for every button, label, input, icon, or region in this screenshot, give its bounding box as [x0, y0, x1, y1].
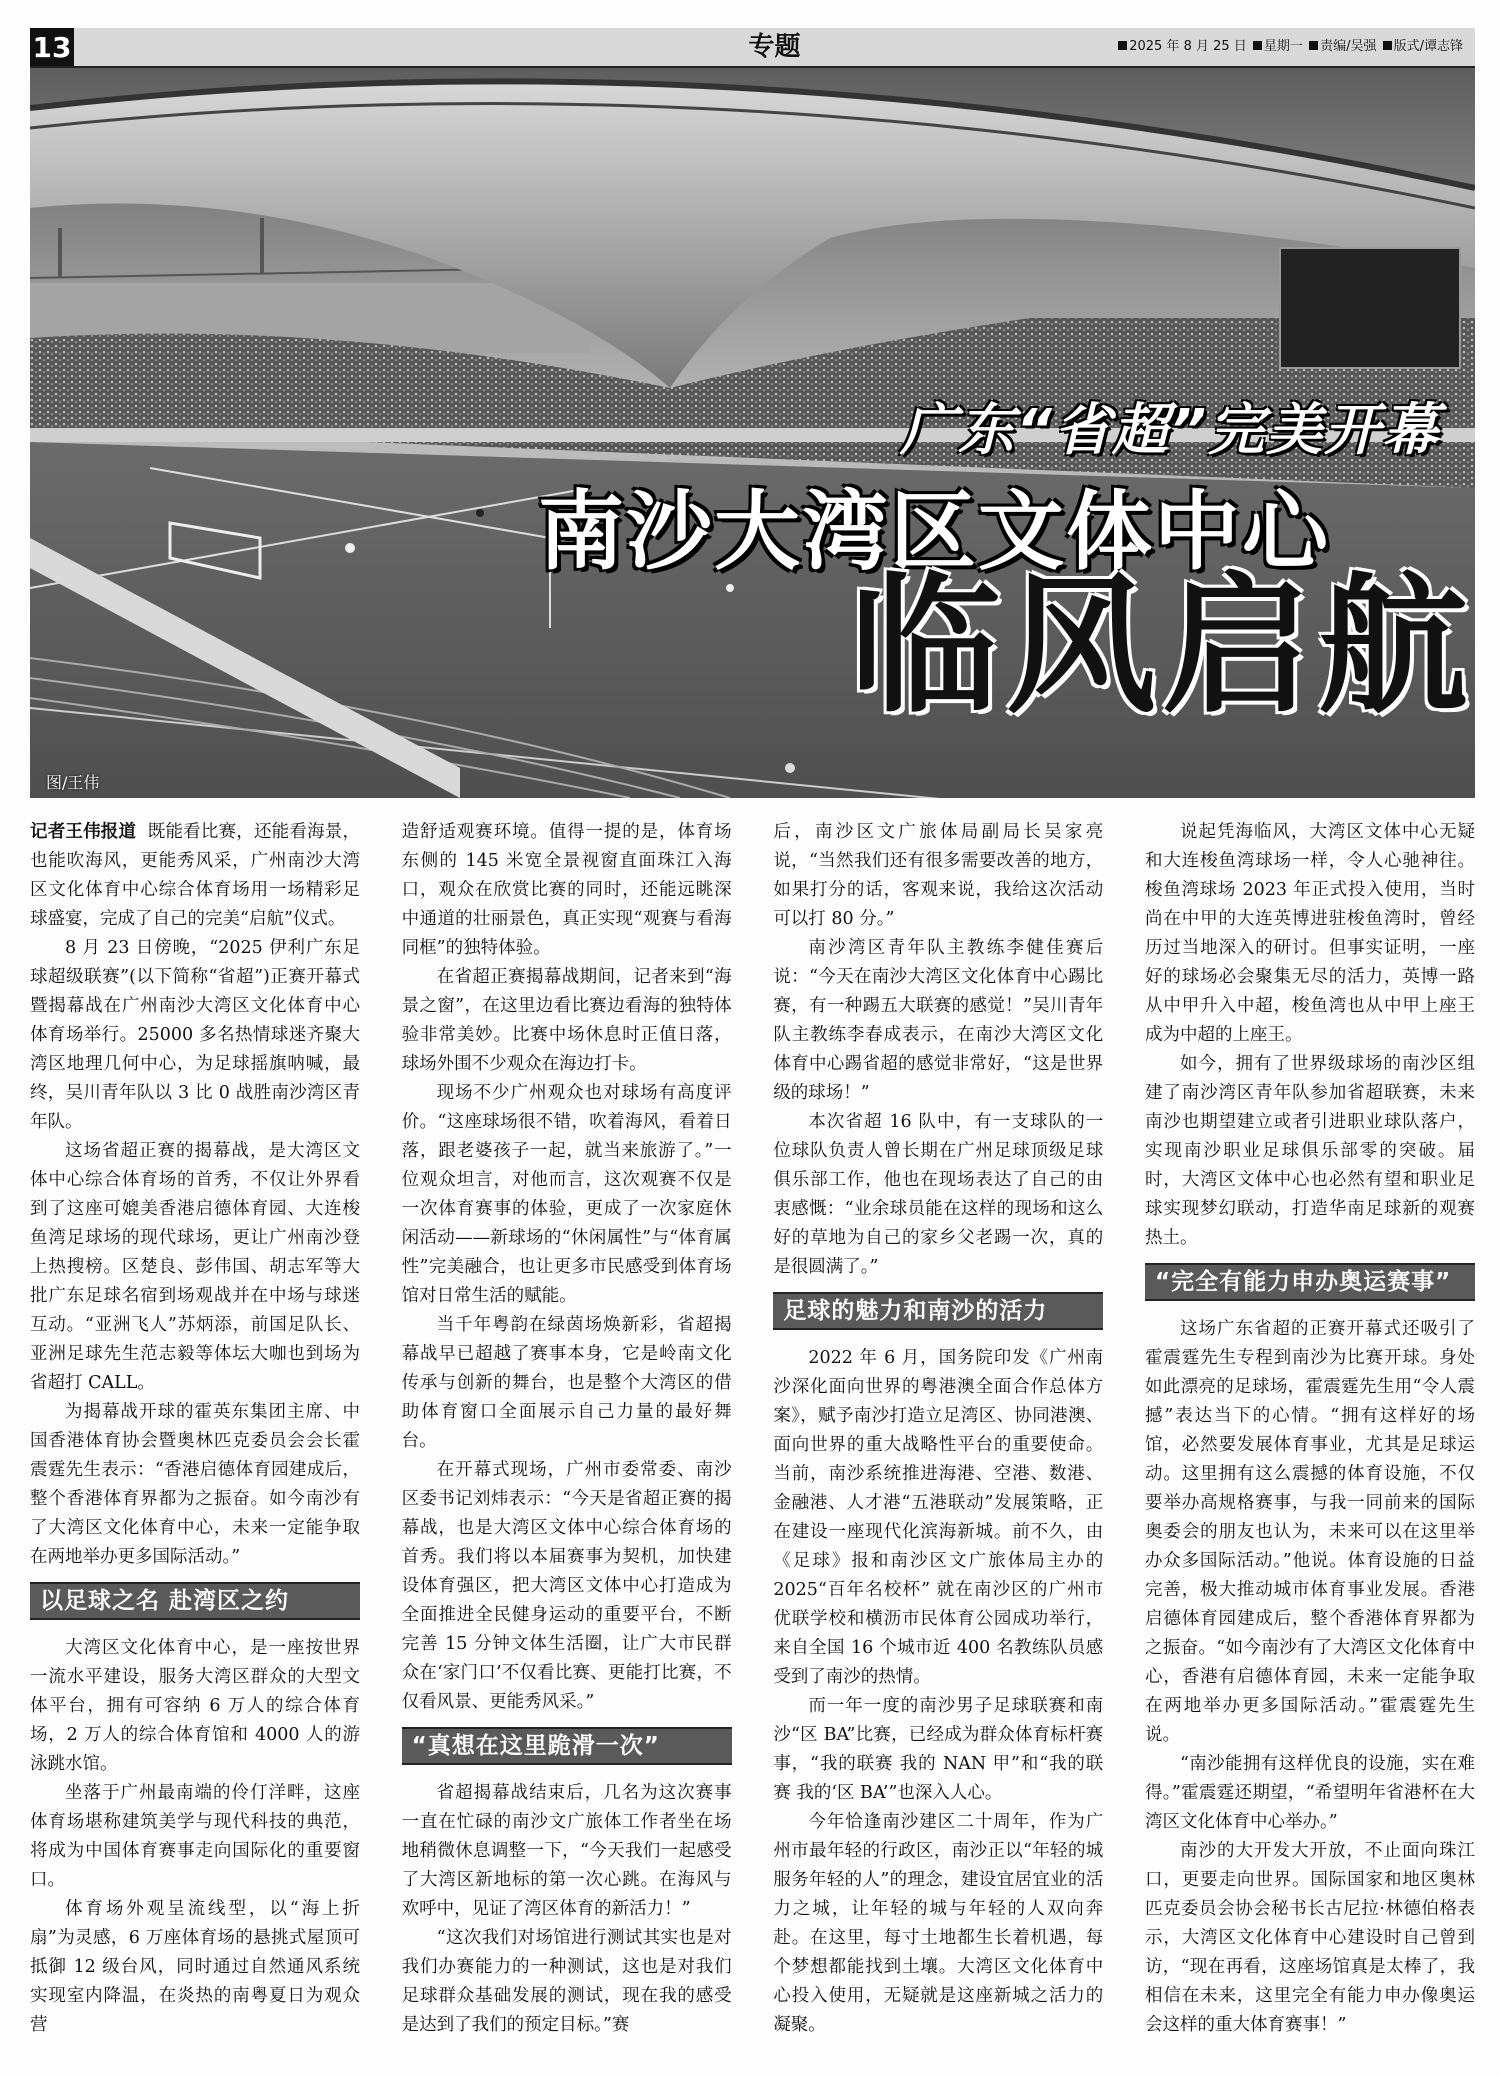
- square-bullet-icon: [1383, 41, 1392, 50]
- paragraph: 本次省超 16 队中，有一支球队的一位球队负责人曾长期在广州足球顶级足球俱乐部工作，他也在现场表达了自己的由衷感慨：“业余球员能在这样的现场和这么好的草地为自己的家乡父老踢一次，真的是很圆满了。”: [773, 1112, 1104, 1277]
- paragraph: 8 月 23 日傍晚，“2025 伊利广东足球超级联赛”(以下简称“省超”)正赛开幕式暨揭幕战在广州南沙大湾区文化体育中心体育场举行。25000 多名热情球迷齐聚大湾区地理几何中心，为足球摇旗呐喊，最终，吴川青年队以 3 比 0 战胜南沙湾区青年队。: [30, 938, 360, 1132]
- paragraph-text: 既能看比赛，还能看海景，也能吹海风，更能秀风采，广州南沙大湾区文化体育中心综合体育场用一场精彩足球盛宴，完成了自己的完美“启航”仪式。: [30, 822, 360, 929]
- subheading: 足球的魅力和南沙的活力: [773, 1292, 1103, 1330]
- paragraph: “这次我们对场馆进行测试其实也是对我们办赛能力的一种测试，这也是对我们足球群众基础发展的测试，现在我的感受是达到了我们的预定目标。”赛: [401, 1928, 732, 2035]
- header-bar: [74, 28, 1475, 66]
- paragraph: 在省超正赛揭幕战期间，记者来到“海景之窗”，在这里边看比赛边看海的独特体验非常美妙。比赛中场休息时正值日落，球场外围不少观众在海边打卡。: [401, 967, 732, 1074]
- paragraph: 说起凭海临风，大湾区文体中心无疑和大连梭鱼湾球场一样，令人心驰神往。梭鱼湾球场 2023 年正式投入使用，当时尚在中甲的大连英博进驻梭鱼湾时，曾经历过当地深入的研讨。但事实证明，一座好的球场必会聚集无尽的活力，英博一路从中甲升入中超，梭鱼湾也从中甲上座王成为中超的上座王。: [1144, 822, 1475, 1045]
- article-column-1: [30, 818, 360, 2058]
- article-column-2: [402, 818, 732, 2058]
- paragraph: 体育场外观呈流线型，以“海上折扇”为灵感，6 万座体育场的悬挑式屋顶可抵御 12 级台风，同时通过自然通风系统实现室内降温，在炎热的南粤夏日为观众营: [30, 1899, 360, 2035]
- subheading: “真想在这里跪滑一次”: [402, 1727, 732, 1765]
- paragraph: [30, 818, 360, 934]
- page-number: 13: [30, 28, 74, 66]
- paragraph: 为揭幕战开球的霍英东集团主席、中国香港体育协会暨奥林匹克委员会会长霍震霆先生表示：“香港启德体育园建成后，整个香港体育界都为之振奋。如今南沙有了大湾区文化体育中心，未来一定能争取在两地举办更多国际活动。”: [30, 1402, 360, 1567]
- headline-big: 临风启航: [850, 560, 1475, 734]
- paragraph: 现场不少广州观众也对球场有高度评价。“这座球场很不错，吹着海风，看着日落，跟老婆孩子一起，就当来旅游了。”一位观众坦言，对他而言，这次观赛不仅是一次体育赛事的体验，更成了一次家庭休闲活动——新球场的“休闲属性”与“体育属性”完美融合，也让更多市民感受到体育场馆对日常生活的赋能。: [401, 1083, 732, 1306]
- paragraph: 如今，拥有了世界级球场的南沙区组建了南沙湾区青年队参加省超联赛，未来南沙也期望建立或者引进职业球队落户，实现南沙职业足球俱乐部零的突破。届时，大湾区文体中心也必然有望和职业足球实现梦幻联动，打造华南足球新的观赛热土。: [1144, 1054, 1475, 1248]
- square-bullet-icon: [1309, 41, 1318, 50]
- section-title: 专题: [748, 32, 801, 62]
- issue-date: 2025 年 8 月 25 日: [1129, 39, 1247, 54]
- subheading: “完全有能力申办奥运赛事”: [1145, 1263, 1475, 1301]
- paragraph: 这场省超正赛的揭幕战，是大湾区文体中心综合体育场的首秀，不仅让外界看到了这座可媲美香港启德体育园、大连梭鱼湾足球场的现代球场，更让广州南沙登上热搜榜。区楚良、彭伟国、胡志军等大批广东足球名宿到场观战并在中场与球迷互动。“亚洲飞人”苏炳添，前国足队长、亚洲足球先生范志毅等体坛大咖也到场为省超打 CALL。: [30, 1141, 360, 1393]
- issue-layout: 版式/谭志锋: [1393, 39, 1463, 54]
- square-bullet-icon: [1118, 41, 1127, 50]
- subheading: 以足球之名 赴湾区之约: [30, 1582, 360, 1620]
- paragraph: 在开幕式现场，广州市委常委、南沙区委书记刘炜表示：“今天是省超正赛的揭幕战，也是大湾区文体中心综合体育场的首秀。我们将以本届赛事为契机，加快建设体育强区，把大湾区文体中心打造成为全面推进全民健身运动的重要平台，不断完善 15 分钟文体生活圈，让广大市民群众在‘家门口’不仅看比赛、更能打比赛，不仅看风景、更能秀风采。”: [401, 1460, 732, 1712]
- paragraph: 这场广东省超的正赛开幕式还吸引了霍震霆先生专程到南沙为比赛开球。身处如此漂亮的足球场，霍震霆先生用“令人震撼”表达当下的心情。“拥有这样好的场馆，必然要发展体育事业，尤其是足球运动。这里拥有这么震撼的体育设施，不仅要举办高规格赛事，与我一同前来的国际奥委会的朋友也认为，未来可以在这里举办众多国际活动。”他说。体育设施的日益完善，极大推动城市体育事业发展。香港启德体育园建成后，整个香港体育界都为之振奋。“如今南沙有了大湾区文化体育中心，香港有启德体育园，未来一定能争取在两地举办更多国际活动。”霍震霆先生说。: [1144, 1319, 1475, 1745]
- issue-info: [1116, 28, 1463, 66]
- square-bullet-icon: [1253, 41, 1262, 50]
- issue-editor: 责编/吴强: [1320, 39, 1377, 54]
- byline: 记者王伟报道: [30, 822, 137, 842]
- article-column-3: [773, 818, 1103, 2058]
- paragraph: 坐落于广州最南端的伶仃洋畔，这座体育场堪称建筑美学与现代科技的典范，将成为中国体育赛事走向国际化的重要窗口。: [30, 1783, 360, 1890]
- paragraph: 南沙的大开发大开放，不止面向珠江口，更要走向世界。国际国家和地区奥林匹克委员会协会秘书长古尼拉·林德伯格表示，大湾区文化体育中心建设时自己曾到访，“现在再看，这座场馆真是太棒了，我相信在未来，这里完全有能力申办像奥运会这样的重大体育赛事！”: [1144, 1841, 1475, 2035]
- paragraph: 省超揭幕战结束后，几名为这次赛事一直在忙碌的南沙文广旅体工作者坐在场地稍微休息调整一下，“今天我们一起感受了大湾区新地标的第一次心跳。在海风与欢呼中，见证了湾区体育的新活力！”: [401, 1783, 732, 1919]
- photo-credit: 图/王伟: [46, 773, 100, 792]
- paragraph: 2022 年 6 月，国务院印发《广州南沙深化面向世界的粤港澳全面合作总体方案》，赋予南沙打造立足湾区、协同港澳、面向世界的重大战略性平台的重要使命。当前，南沙系统推进海港、空港、数港、金融港、人才港“五港联动”发展策略，正在建设一座现代化滨海新城。前不久，由《足球》报和南沙区文广旅体局主办的 2025“百年名校杯” 就在南沙区的广州市优联学校和横沥市民体育公园成功举行，来自全国 16 个城市近 400 名教练队员感受到了南沙的热情。: [773, 1348, 1104, 1687]
- paragraph: 造舒适观赛环境。值得一提的是，体育场东侧的 145 米宽全景视窗直面珠江入海口，观众在欣赏比赛的同时，还能远眺深中通道的壮丽景色，真正实现“观赛与看海同框”的独特体验。: [401, 822, 732, 958]
- page-header: [30, 28, 1475, 68]
- paragraph: 大湾区文化体育中心，是一座按世界一流水平建设，服务大湾区群众的大型文体平台，拥有可容纳 6 万人的综合体育场，2 万人的综合体育馆和 4000 人的游泳跳水馆。: [30, 1638, 360, 1774]
- paragraph: 后，南沙区文广旅体局副局长吴家亮说，“当然我们还有很多需要改善的地方，如果打分的话，客观来说，我给这次活动可以打 80 分。”: [773, 822, 1104, 929]
- paragraph: 当千年粤韵在绿茵场焕新彩，省超揭幕战早已超越了赛事本身，它是岭南文化传承与创新的舞台，也是整个大湾区的借助体育窗口全面展示自己力量的最好舞台。: [401, 1315, 732, 1451]
- headline-kicker: 广东“省超”完美开幕: [900, 398, 1441, 463]
- paragraph: 南沙湾区青年队主教练李健佳赛后说：“今天在南沙大湾区文化体育中心踢比赛，有一种踢五大联赛的感觉！”吴川青年队主教练李春成表示，在南沙大湾区文化体育中心踢省超的感觉非常好，“这是世界级的球场！”: [773, 938, 1104, 1103]
- article-column-4: [1145, 818, 1475, 2058]
- paragraph: 而一年一度的南沙男子足球联赛和南沙“区 BA”比赛，已经成为群众体育标杆赛事，“我的联赛 我的 NAN 甲”和“我的联赛 我的‘区 BA’”也深入人心。: [773, 1696, 1104, 1803]
- issue-weekday: 星期一: [1263, 39, 1303, 54]
- paragraph: 今年恰逢南沙建区二十周年，作为广州市最年轻的行政区，南沙正以“年轻的城服务年轻的人”的理念，建设宜居宜业的活力之城，让年轻的城与年轻的人双向奔赴。在这里，每寸土地都生长着机遇，每个梦想都能找到土壤。大湾区文化体育中心投入使用，无疑就是这座新城之活力的凝聚。: [773, 1812, 1104, 2035]
- article-body: [30, 818, 1475, 2058]
- paragraph: “南沙能拥有这样优良的设施，实在难得。”霍震霆还期望，“希望明年省港杯在大湾区文化体育中心举办。”: [1144, 1754, 1475, 1832]
- headline-main: 南沙大湾区文体中心: [538, 482, 1330, 582]
